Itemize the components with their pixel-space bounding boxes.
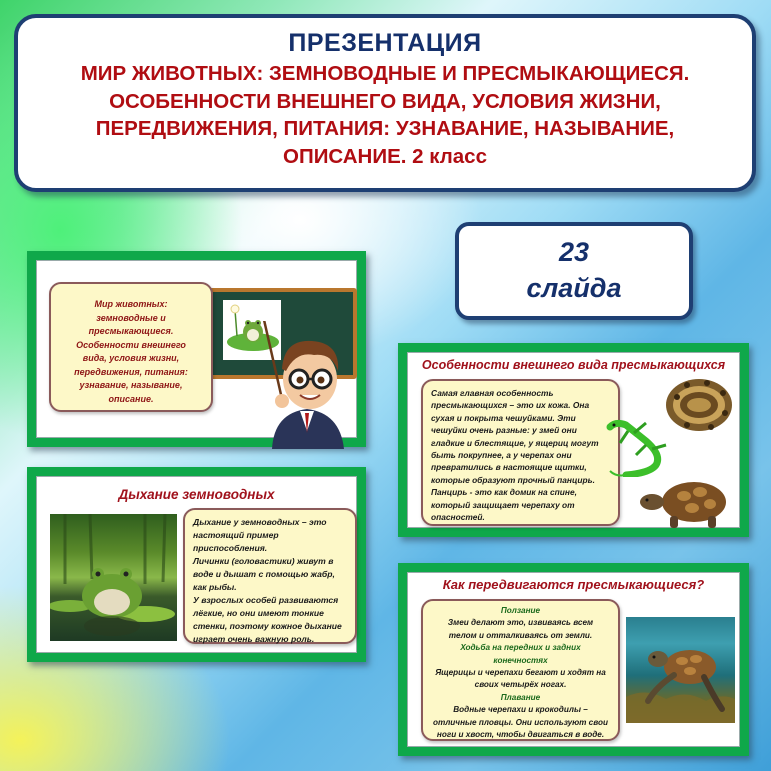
intro-note xyxy=(49,282,213,412)
frog-in-pond-photo xyxy=(50,514,177,641)
note-line: воде и дышат с помощью жабр, xyxy=(193,569,335,579)
teacher-illustration xyxy=(252,321,362,449)
subtitle-line: ПЕРЕДВИЖЕНИЯ, ПИТАНИЯ: УЗНАВАНИЕ, НАЗЫВАНИЕ, xyxy=(95,117,675,140)
slide-preview-reptile-movement xyxy=(398,563,749,756)
note-line: Самая главная особенность xyxy=(431,388,554,398)
note-line: Личинки (головастики) живут в xyxy=(193,556,334,566)
section-heading: Ползание xyxy=(500,606,541,615)
note-line: играет очень важную роль. xyxy=(193,634,315,644)
note-line: сухая и покрыта чешуйками. Эти xyxy=(431,412,576,423)
note-line: У взрослых особей развиваются xyxy=(193,595,339,605)
note-line: Мир животных: xyxy=(94,299,168,309)
note-line: пресмыкающиеся. xyxy=(88,326,174,336)
lizard-icon xyxy=(606,415,686,477)
slide-content xyxy=(407,572,740,747)
title-banner xyxy=(14,14,756,192)
slide-preview-amphibian-breathing xyxy=(27,467,366,662)
note-line: чешуйки очень разные: у змей они xyxy=(431,425,577,436)
note-line: телом и отталкиваясь от земли. xyxy=(448,630,593,640)
note-line: приспособления. xyxy=(193,543,268,553)
tortoise-icon xyxy=(638,478,734,530)
slide-count-label: слайда xyxy=(526,273,622,303)
note-line: гладкие и блестящие, у ящериц могут xyxy=(431,437,599,448)
presentation-subtitle xyxy=(18,60,752,170)
subtitle-line: ОСОБЕННОСТИ ВНЕШНЕГО ВИДА, УСЛОВИЯ ЖИЗНИ, xyxy=(109,89,661,113)
frog-icon xyxy=(50,514,177,641)
slide-count-number: 23 xyxy=(558,237,590,267)
note-line: как рыбы. xyxy=(193,582,237,592)
note-line: настоящий пример xyxy=(193,530,279,540)
breathing-note xyxy=(183,508,357,644)
note-line: Ящерицы и черепахи бегают и ходят на xyxy=(435,668,606,678)
slide-title: Как передвигаются пресмыкающиеся? xyxy=(442,577,705,592)
note-line: передвижения, питания: xyxy=(74,366,188,377)
presentation-title: ПРЕЗЕНТАЦИЯ xyxy=(288,29,482,57)
slide-preview-intro xyxy=(27,251,366,447)
note-line: опасностей. xyxy=(431,512,485,523)
slide-content xyxy=(36,260,357,438)
subtitle-line: МИР ЖИВОТНЫХ: ЗЕМНОВОДНЫЕ И ПРЕСМЫКАЮЩИЕСЯ. xyxy=(80,62,690,85)
sea-turtle-photo xyxy=(626,617,735,723)
note-line: Водные черепахи и крокодилы – xyxy=(453,705,588,715)
note-line: лёгкие, но они имеют тонкие xyxy=(193,608,324,618)
note-line: стенки, поэтому кожное дыхание xyxy=(193,621,342,631)
section-heading: Плавание xyxy=(500,692,541,702)
note-line: Особенности внешнего xyxy=(76,339,186,350)
note-line: который защищает черепаху от xyxy=(431,499,575,510)
section-heading: конечностях xyxy=(493,655,548,665)
note-line: ноги и хвост, чтобы двигаться в воде. xyxy=(436,730,605,740)
subtitle-line: ОПИСАНИЕ. 2 класс xyxy=(283,144,487,168)
note-line: пресмыкающихся – это их кожа. Она xyxy=(431,400,590,411)
note-line: вида, условия жизни, xyxy=(82,353,180,363)
note-line: Панцирь - это как домик на спине, xyxy=(431,487,577,498)
slide-title: Особенности внешнего вида пресмыкающихся xyxy=(421,358,726,372)
sea-turtle-icon xyxy=(626,617,735,723)
slide-title: Дыхание земноводных xyxy=(118,487,275,502)
slide-count-badge xyxy=(455,222,693,320)
note-line: своих четырёх ногах. xyxy=(474,680,567,690)
note-line: которые образуют прочный панцирь. xyxy=(431,474,595,485)
note-line: быть покрупнее, а у черепах они xyxy=(431,450,572,461)
note-line: земноводные и xyxy=(96,312,166,323)
note-line: узнавание, называние, xyxy=(79,380,183,390)
teacher-icon xyxy=(252,321,362,449)
note-line: Дыхание у земноводных – это xyxy=(193,517,327,527)
note-line: описание. xyxy=(108,393,154,404)
slide-content xyxy=(407,352,740,528)
note-line: превратились в настоящие щитки, xyxy=(431,462,587,473)
movement-note xyxy=(421,599,620,741)
note-line: отличные пловцы. Они используют свои xyxy=(433,717,608,727)
slide-content xyxy=(36,476,357,653)
slide-preview-reptile-appearance xyxy=(398,343,749,537)
section-heading: Ходьба на передних и задних xyxy=(460,643,581,653)
note-line: Змеи делают это, извиваясь всем xyxy=(447,618,594,628)
appearance-note xyxy=(421,379,620,526)
